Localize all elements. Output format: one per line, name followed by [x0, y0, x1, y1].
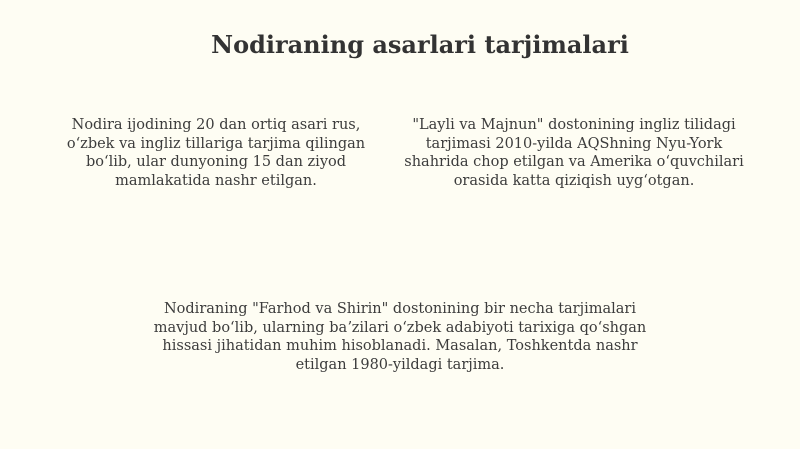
paragraph-farhod-shirin: Nodiraning "Farhod va Shirin" dostonining bir necha tarjimalari mavjud boʻlib, ularning baʼzilari oʻzbek adabiyoti tarixiga qoʻshgan hissasi jihatidan muhim hisoblanadi. Masalan, Toshkentda nashr etilgan 1980-yildagi tarjima.	[153, 301, 647, 373]
slide-title: Nodiraning asarlari tarjimalari	[211, 30, 629, 59]
paragraph-translations-count: Nodira ijodining 20 dan ortiq asari rus, oʻzbek va ingliz tillariga tarjima qilingan boʻlib, ular dunyoning 15 dan ziyod mamlakatida nashr etilgan.	[66, 117, 366, 189]
paragraph-layli-majnun: "Layli va Majnun" dostonining ingliz tilidagi tarjimasi 2010-yilda AQShning Nyu-York shahrida chop etilgan va Amerika oʻquvchilari orasida katta qiziqish uygʻotgan.	[404, 117, 744, 189]
